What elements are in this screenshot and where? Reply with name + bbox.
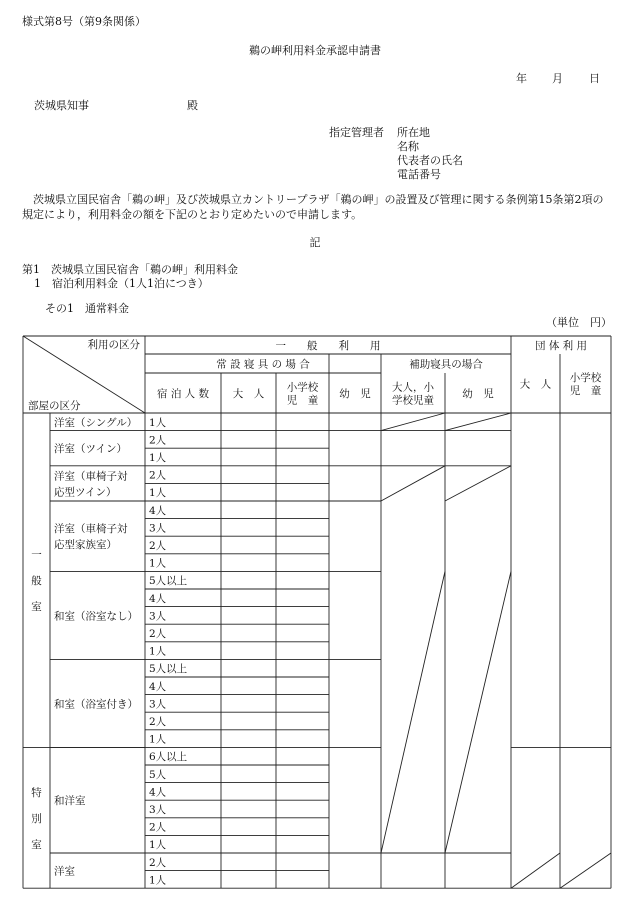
subsection-1-heading: 1 宿泊利用料金（1人1泊につき）	[34, 277, 209, 290]
guest-count: 2人	[149, 856, 167, 869]
elementary-header: 小学校児 童	[286, 381, 319, 407]
room-name: 和室（浴室付き）	[54, 698, 138, 711]
room-name: 洋室（車椅子対応型ツイン）	[54, 470, 128, 499]
guest-count: 1人	[149, 839, 167, 852]
applicant-field-phone: 電話番号	[397, 168, 441, 181]
addressee-honorific: 殿	[187, 99, 198, 112]
form-number: 様式第8号（第9条関係）	[22, 15, 146, 28]
guest-count: 2人	[149, 469, 167, 482]
guest-count: 3人	[149, 610, 167, 623]
na-diagonal	[381, 413, 445, 431]
guest-count: 4人	[149, 504, 167, 517]
room-name: 洋室	[54, 865, 75, 878]
guest-count: 1人	[149, 645, 167, 658]
date-year: 年	[516, 72, 527, 85]
applicant-role: 指定管理者	[329, 126, 384, 139]
header-room-label: 部屋の区分	[28, 400, 81, 412]
na-diagonal	[560, 853, 611, 888]
na-diagonal	[381, 571, 445, 853]
guest-count: 1人	[149, 452, 167, 464]
guest-count: 3人	[149, 698, 167, 711]
guest-count: 1人	[149, 487, 167, 500]
group-use-header: 団 体 利 用	[534, 340, 588, 352]
addressee-name: 茨城県知事	[34, 99, 89, 112]
extra-adult-child-header: 大人，小学校児童	[392, 381, 434, 407]
room-name: 洋室（車椅子対応型家族室）	[54, 523, 128, 552]
group-adult-header: 大 人	[519, 378, 552, 391]
na-diagonal	[445, 466, 511, 501]
category-general-room: 一般室	[31, 549, 42, 614]
subsection-1-1-heading: その1 通常料金	[45, 302, 129, 315]
na-diagonal	[445, 571, 511, 853]
guest-count: 5人以上	[149, 663, 188, 676]
guest-count: 4人	[149, 680, 167, 693]
guest-count: 5人以上	[149, 575, 188, 588]
na-diagonal	[445, 413, 511, 431]
extra-infant-header: 幼 児	[462, 388, 494, 400]
general-use-header: 一 般 利 用	[275, 340, 381, 352]
guest-count: 5人	[149, 768, 167, 781]
guest-count: 4人	[149, 592, 167, 605]
extra-bed-header: 補助寝具の場合	[409, 358, 483, 371]
guest-count: 2人	[149, 716, 167, 728]
guest-count: 1人	[149, 874, 167, 887]
category-special-room: 特別室	[31, 786, 42, 851]
date-month: 月	[552, 72, 563, 85]
na-diagonal	[381, 466, 445, 501]
unit-label: （単位 円）	[546, 316, 612, 329]
guest-count: 2人	[149, 821, 167, 834]
guest-count: 2人	[149, 434, 167, 447]
guests-header: 宿 泊 人 数	[156, 388, 210, 400]
applicant-field-name: 名称	[397, 140, 419, 153]
guest-count: 1人	[149, 416, 167, 429]
guest-count: 1人	[149, 557, 167, 570]
section-1-heading: 第1 茨城県立国民宿舎「鵜の岬」利用料金	[22, 263, 238, 276]
guest-count: 6人以上	[149, 751, 188, 764]
applicant-field-address: 所在地	[397, 126, 430, 139]
room-name: 和洋室	[54, 795, 86, 808]
applicant-field-representative: 代表者の氏名	[397, 154, 463, 167]
room-name: 洋室（シングル）	[54, 416, 138, 429]
header-use-label: 利用の区分	[87, 339, 140, 351]
document-title: 鵜の岬利用料金承認申請書	[249, 44, 381, 57]
room-name: 和室（浴室なし）	[54, 610, 138, 623]
body-text: 茨城県立国民宿舎「鵜の岬」及び茨城県立カントリープラザ「鵜の岬」の設置及び管理に関する条例第15条第2項の規定により，利用料金の額を下記のとおり定めたいので申請します。	[22, 193, 604, 222]
infant-header: 幼 児	[339, 388, 371, 400]
guest-count: 1人	[149, 733, 167, 746]
regular-bed-header: 常 設 寝 具 の 場 合	[216, 358, 310, 371]
group-elementary-header: 小学校児 童	[569, 372, 602, 397]
adult-header: 大 人	[232, 388, 265, 400]
guest-count: 4人	[149, 786, 167, 799]
guest-count: 3人	[149, 804, 167, 816]
guest-count: 3人	[149, 522, 167, 535]
guest-count: 2人	[149, 540, 167, 552]
guest-count: 2人	[149, 628, 167, 640]
room-name: 洋室（ツイン）	[54, 443, 127, 456]
date-day: 日	[589, 72, 600, 85]
ki-label: 記	[309, 236, 321, 249]
na-diagonal	[511, 853, 560, 888]
